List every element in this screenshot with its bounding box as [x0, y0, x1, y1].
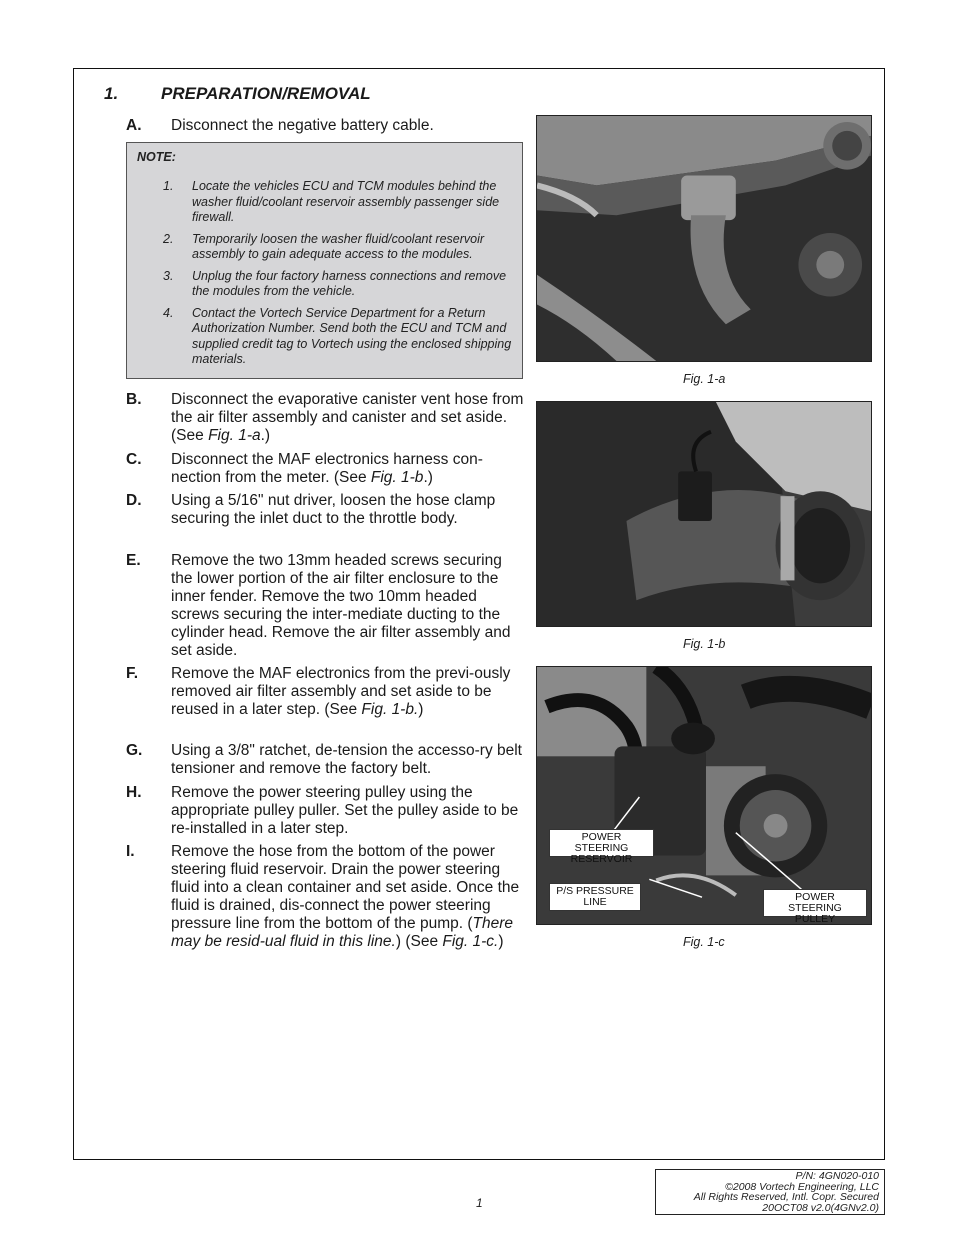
section-number: 1. [104, 84, 119, 103]
page-number: 1 [476, 1196, 483, 1210]
part-number: P/N: 4GN020-010 [795, 1170, 879, 1182]
figure-reference: Fig. 1-b. [361, 701, 419, 718]
note-list [163, 179, 513, 374]
step-b: B. Disconnect the evaporative canister vent hose from the air filter assembly and canister and set aside. (See Fig. 1-a.) [126, 391, 524, 444]
callout-power-steering-pulley: POWER STEERING PULLEY [763, 889, 867, 917]
step-h: H. Remove the power steering pulley using the appropriate pulley puller. Set the pulley aside to be re-installed in a later step. [126, 784, 519, 837]
figure-1c-photo [536, 666, 872, 925]
step-d: D. Using a 5/16" nut driver, loosen the hose clamp securing the inlet duct to the throttle body. [126, 492, 496, 527]
section-title: PREPARATION/REMOVAL [161, 84, 371, 103]
step-g: G. Using a 3/8" ratchet, de-tension the accesso-ry belt tensioner and remove the factory belt. [126, 742, 522, 777]
step-c: C. Disconnect the MAF electronics harness con-nection from the meter. (See Fig. 1-b.) [126, 451, 483, 486]
callout-ps-pressure-line: P/S PRESSURE LINE [549, 883, 641, 911]
document-version: 20OCT08 v2.0(4GNv2.0) [762, 1201, 879, 1214]
figure-reference: Fig. 1-a [208, 427, 261, 444]
step-f: F. Remove the MAF electronics from the previ-ously removed air filter assembly and set aside to be reused in a later step. (See Fig. 1-b.) [126, 665, 511, 718]
step-text: Disconnect the negative battery cable. [171, 117, 434, 134]
rights-statement: All Rights Reserved, Intl. Copr. Secured [693, 1191, 879, 1203]
copyright: ©2008 Vortech Engineering, LLC [725, 1180, 879, 1193]
note-item: 1. Locate the vehicles ECU and TCM modules behind the washer fluid/coolant reservoir assembly passenger side firewall. [163, 179, 500, 224]
section-heading [104, 84, 371, 104]
note-item: 2. Temporarily loosen the washer fluid/coolant reservoir assembly to gain adequate access to the modules. [163, 231, 485, 261]
note-heading: NOTE: [137, 150, 176, 164]
step-a [126, 117, 526, 135]
figure-1b-caption: Fig. 1-b [683, 637, 726, 651]
figure-1a-caption: Fig. 1-a [683, 372, 726, 386]
figure-1c-caption: Fig. 1-c [683, 935, 725, 949]
note-box [126, 142, 523, 379]
step-letter: A. [126, 117, 142, 134]
note-item: 3. Unplug the four factory harness connections and remove the modules from the vehicle. [163, 268, 507, 298]
step-e: E. Remove the two 13mm headed screws securing the lower portion of the air filter enclosure to the inner fender. Remove the two 10mm headed screws securing the inter-mediate ducting to the cylinder head. Remove the air filter assembly and set aside. [126, 552, 511, 659]
callout-power-steering-reservoir: POWER STEERING RESERVOIR [549, 829, 654, 857]
note-item: 4. Contact the Vortech Service Department for a Return Authorization Number. Send both the ECU and TCM and supplied credit tag to Vortech using the enclosed shipping materials. [163, 305, 512, 366]
figure-reference: Fig. 1-b [370, 469, 424, 486]
figure-reference: Fig. 1-c. [442, 933, 499, 950]
figure-1a-photo [536, 115, 872, 362]
footer-info-box [655, 1169, 885, 1215]
engine-bay-photo-b [537, 402, 871, 626]
engine-bay-photo-a [537, 116, 871, 361]
figure-1b-photo [536, 401, 872, 627]
step-i: I. Remove the hose from the bottom of the power steering fluid reservoir. Drain the power steering fluid into a clean container and set aside. Once the fluid is drained, dis-connect the power steering pressure line from the bottom of the pump. (There may be resid-ual fluid in this line.) (See Fig. 1-c.) [126, 843, 520, 950]
